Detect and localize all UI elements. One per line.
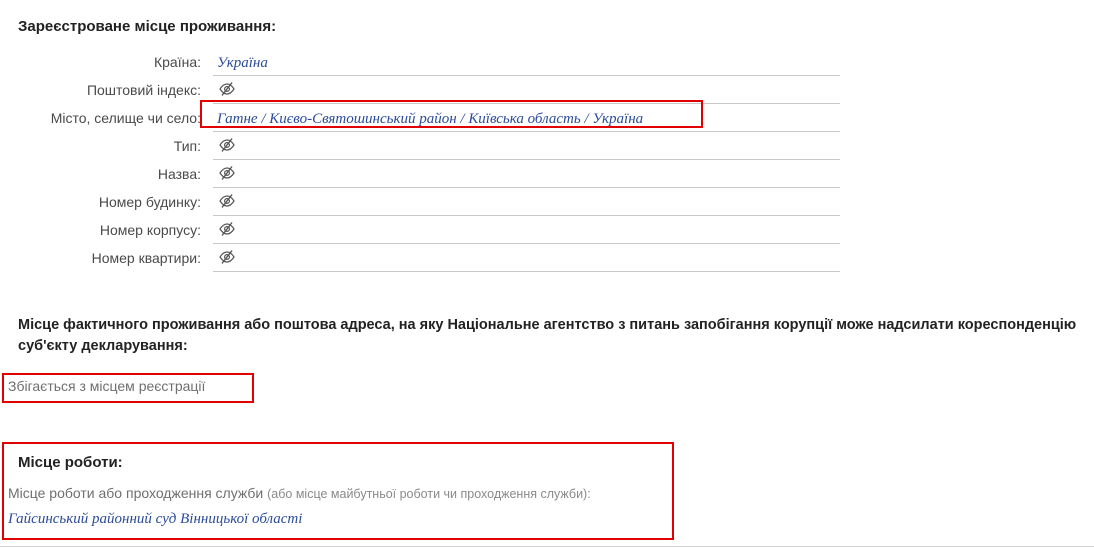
field-label-postal-code: Поштовий індекс: bbox=[86, 82, 201, 98]
field-value-house-number[interactable] bbox=[213, 190, 840, 216]
field-value-city-text: Гатне / Києво-Святошинський район / Київська область / Україна bbox=[217, 111, 644, 127]
workplace-question-main: Місце роботи або проходження служби bbox=[8, 485, 264, 501]
bottom-divider bbox=[0, 546, 1094, 547]
workplace-title: Місце роботи: bbox=[18, 454, 123, 471]
table-row bbox=[0, 48, 840, 76]
eye-slash-icon bbox=[217, 136, 237, 154]
eye-slash-icon bbox=[217, 164, 237, 182]
field-label-type: Тип: bbox=[173, 138, 201, 154]
field-value-apartment-number[interactable] bbox=[213, 246, 840, 272]
registered-residence-title: Зареєстроване місце проживання: bbox=[18, 18, 277, 35]
table-row bbox=[0, 244, 840, 272]
field-value-postal-code[interactable] bbox=[213, 78, 840, 104]
field-label-apartment-number: Номер квартири: bbox=[91, 250, 201, 266]
table-row bbox=[0, 160, 840, 188]
registered-residence-fields bbox=[0, 48, 840, 272]
field-label-name: Назва: bbox=[157, 166, 201, 182]
field-label-country: Країна: bbox=[153, 54, 201, 70]
workplace-block bbox=[0, 442, 672, 528]
field-label-house-number: Номер будинку: bbox=[98, 194, 201, 210]
table-row bbox=[0, 132, 840, 160]
field-value-name[interactable] bbox=[213, 162, 840, 188]
same-as-registration-text: Збігається з місцем реєстрації bbox=[8, 378, 206, 394]
field-label-building-number: Номер корпусу: bbox=[99, 222, 201, 238]
table-row bbox=[0, 216, 840, 244]
eye-slash-icon bbox=[217, 80, 237, 98]
field-label-city: Місто, селище чи село: bbox=[50, 110, 201, 126]
field-value-country[interactable] bbox=[213, 50, 840, 76]
field-value-city[interactable] bbox=[213, 106, 840, 132]
actual-residence-title: Місце фактичного проживання або поштова адреса, на яку Національне агентство з питань запобігання корупції може надсилати кореспонденцію суб'єкту декларування: bbox=[18, 317, 1077, 354]
actual-residence-block bbox=[0, 315, 1086, 357]
table-row bbox=[0, 104, 840, 132]
eye-slash-icon bbox=[217, 220, 237, 238]
workplace-question-sub: (або місце майбутньої роботи чи проходження служби): bbox=[267, 487, 591, 501]
table-row bbox=[0, 188, 840, 216]
workplace-value: Гайсинський районний суд Вінницької області bbox=[8, 511, 303, 527]
table-row bbox=[0, 76, 840, 104]
eye-slash-icon bbox=[217, 192, 237, 210]
eye-slash-icon bbox=[217, 248, 237, 266]
workplace-question bbox=[0, 485, 672, 501]
field-value-type[interactable] bbox=[213, 134, 840, 160]
field-value-building-number[interactable] bbox=[213, 218, 840, 244]
field-value-country-text: Україна bbox=[217, 55, 268, 71]
